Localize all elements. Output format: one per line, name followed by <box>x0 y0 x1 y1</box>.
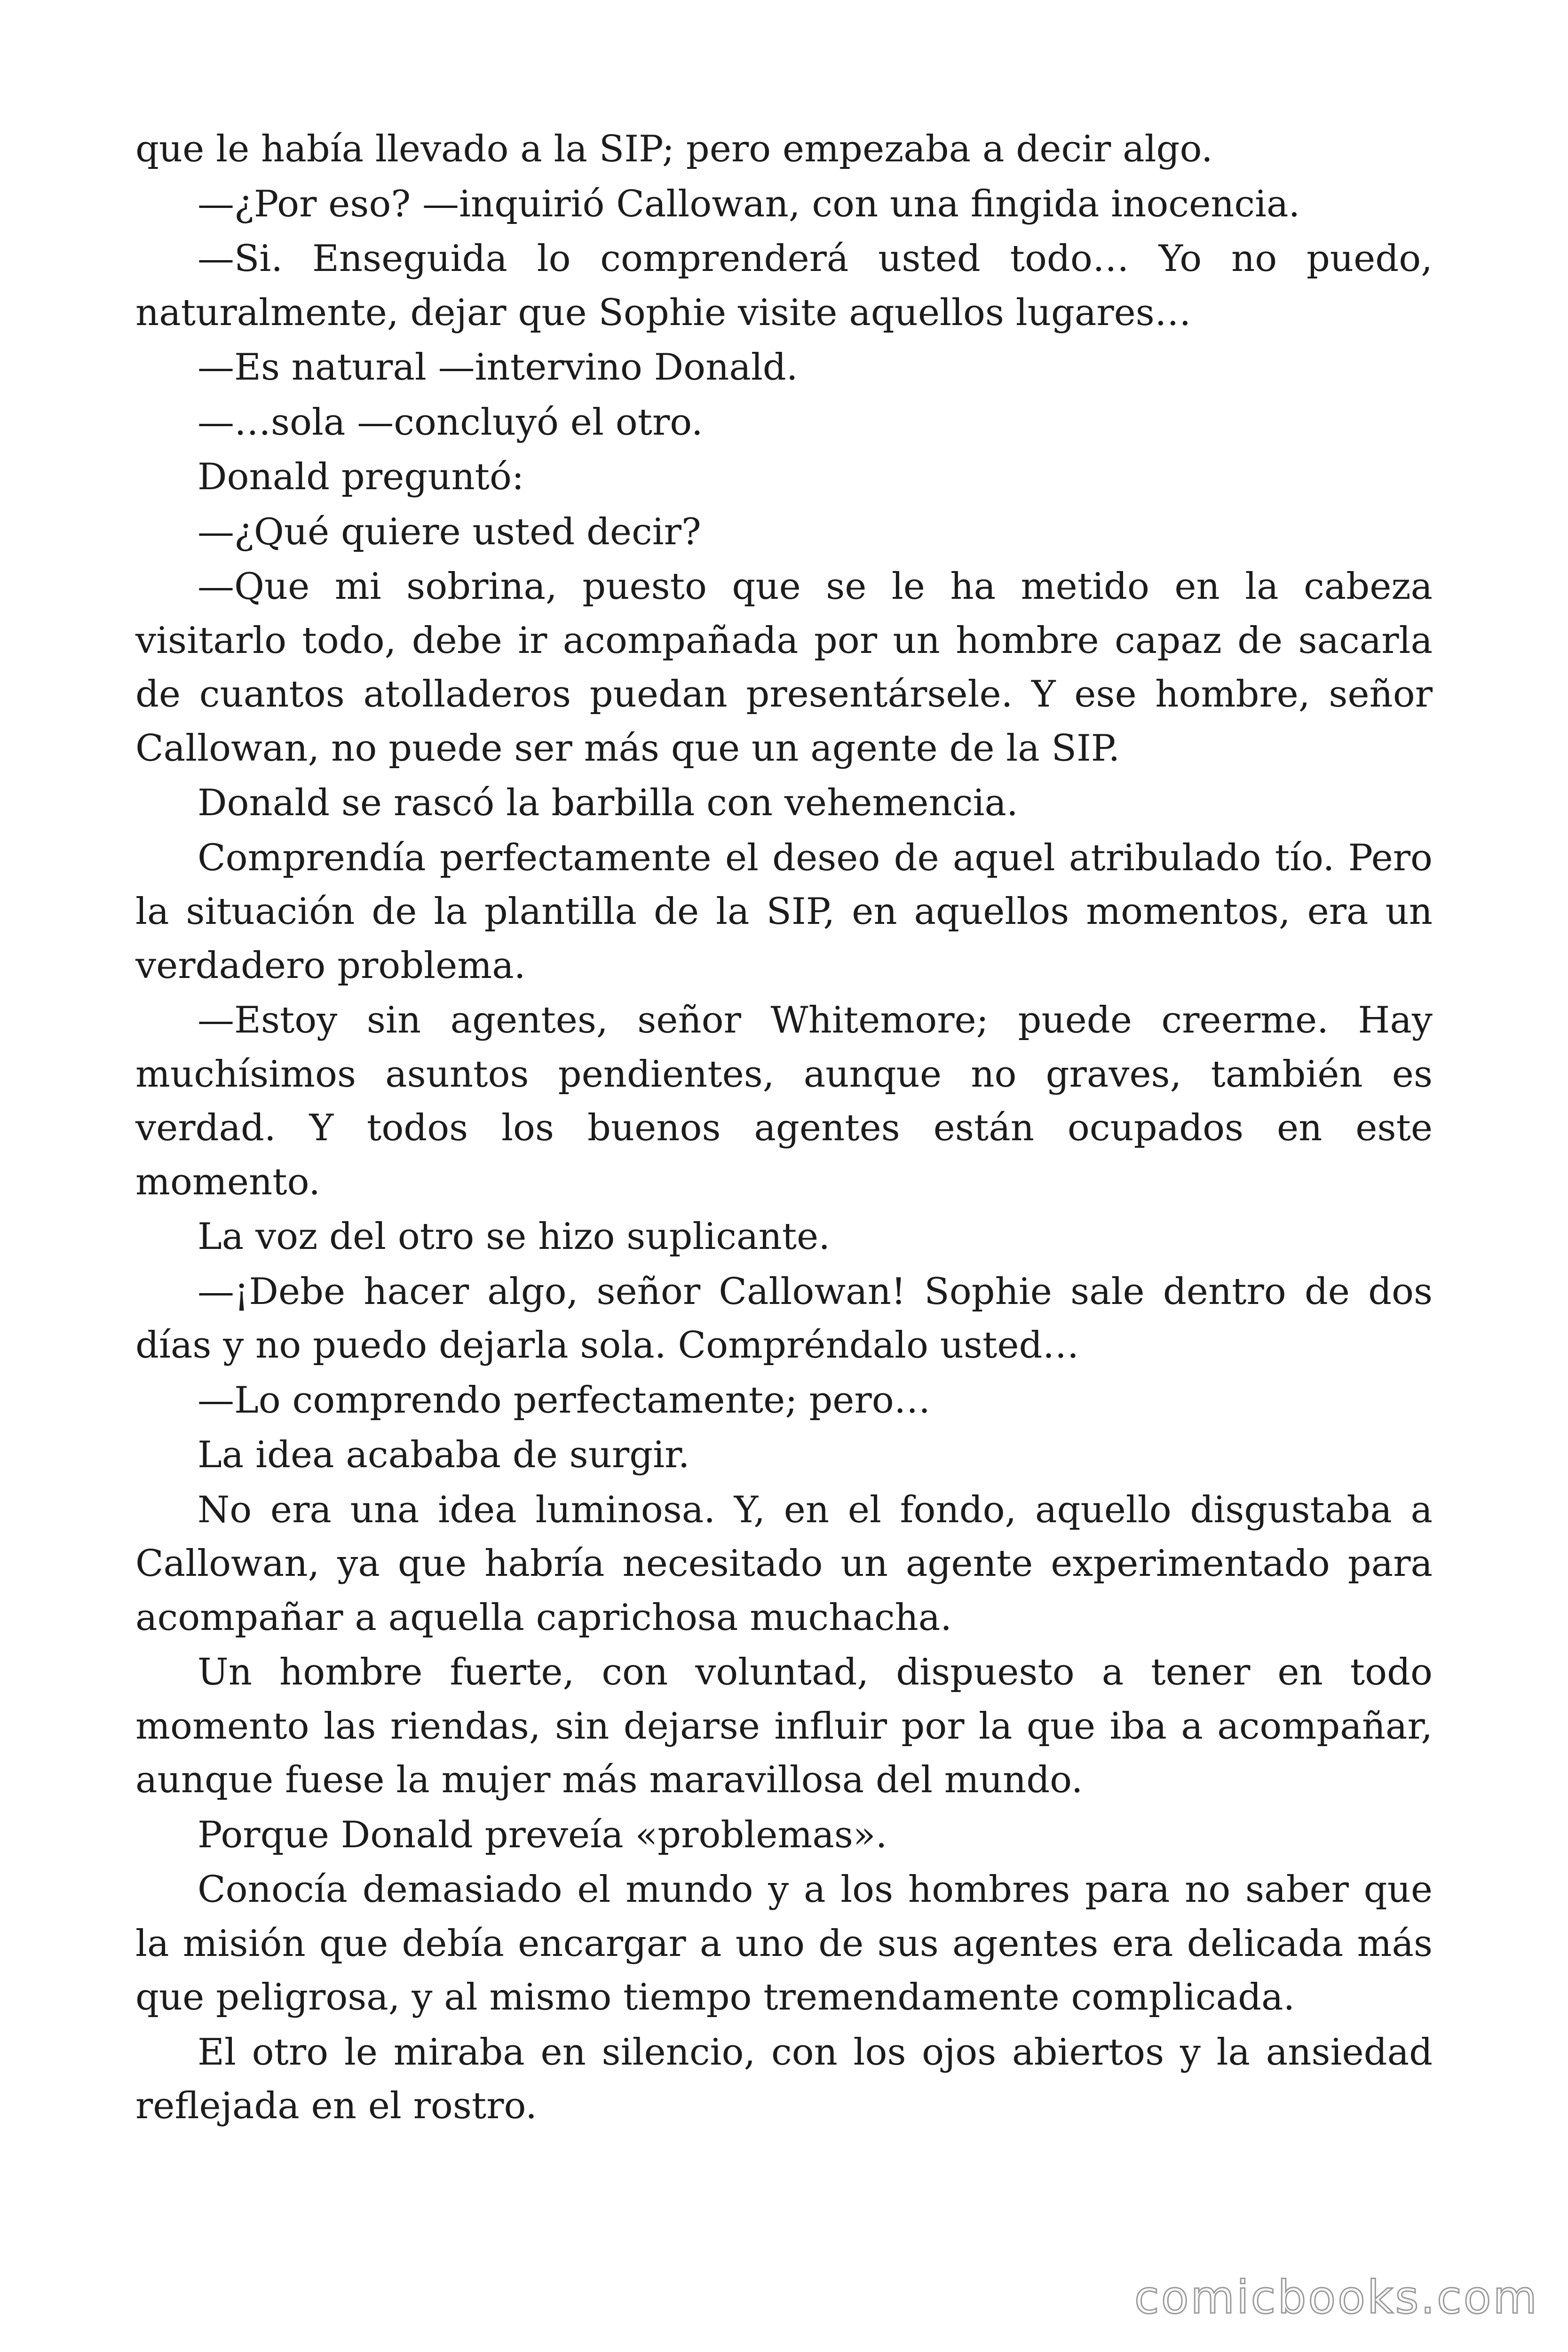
watermark: comicbooks.com <box>1134 2271 1539 2324</box>
paragraph: Porque Donald preveía «problemas». <box>198 1813 887 1856</box>
body-text <box>135 122 1433 2134</box>
paragraph: —Que mi sobrina, puesto que se le ha metido en la cabeza visitarlo todo, debe ir acompañada por un hombre capaz de sacarla de cuantos atolladeros puedan presentársele. Y ese hombre, señor Callowan, no puede ser más que un agente de la SIP. <box>135 565 1433 770</box>
paragraph: —Estoy sin agentes, señor Whitemore; puede creerme. Hay muchísimos asuntos pendientes, aunque no graves, también es verdad. Y todos los buenos agentes están ocupados en este momento. <box>135 999 1433 1203</box>
paragraph: Donald preguntó: <box>198 456 524 498</box>
paragraph: La voz del otro se hizo suplicante. <box>198 1216 831 1258</box>
paragraph: No era una idea luminosa. Y, en el fondo, aquello disgustaba a Callowan, ya que habría necesitado un agente experimentado para acompañar a aquella caprichosa muchacha. <box>135 1488 1433 1639</box>
paragraph: —Es natural —intervino Donald. <box>198 346 798 389</box>
paragraph: —¿Qué quiere usted decir? <box>198 510 701 553</box>
paragraph: El otro le miraba en silencio, con los ojos abiertos y la ansiedad reflejada en el rostro. <box>135 2031 1433 2127</box>
paragraph: —¿Por eso? —inquirió Callowan, con una fingida inocencia. <box>198 183 1300 225</box>
paragraph: La idea acababa de surgir. <box>198 1434 690 1476</box>
paragraph: Conocía demasiado el mundo y a los hombres para no saber que la misión que debía encargar a uno de sus agentes era delicada más que peligrosa, y al mismo tiempo tremendamente complicada. <box>135 1868 1433 2018</box>
paragraph: —Si. Enseguida lo comprenderá usted todo… Yo no puedo, naturalmente, dejar que Sophie visite aquellos lugares… <box>135 238 1433 334</box>
paragraph: Comprendía perfectamente el deseo de aquel atribulado tío. Pero la situación de la plantilla de la SIP, en aquellos momentos, era un verdadero problema. <box>135 836 1433 987</box>
paragraph: Donald se rascó la barbilla con vehemencia. <box>198 782 1018 824</box>
paragraph: que le había llevado a la SIP; pero empezaba a decir algo. <box>135 128 1213 170</box>
paragraph: —Lo comprendo perfectamente; pero… <box>198 1379 931 1422</box>
paragraph: Un hombre fuerte, con voluntad, dispuesto a tener en todo momento las riendas, sin dejarse influir por la que iba a acompañar, aunque fuese la mujer más maravillosa del mundo. <box>135 1651 1433 1801</box>
paragraph: —…sola —concluyó el otro. <box>198 401 703 444</box>
paragraph: —¡Debe hacer algo, señor Callowan! Sophie sale dentro de dos días y no puedo dejarla sola. Compréndalo usted… <box>135 1270 1433 1367</box>
